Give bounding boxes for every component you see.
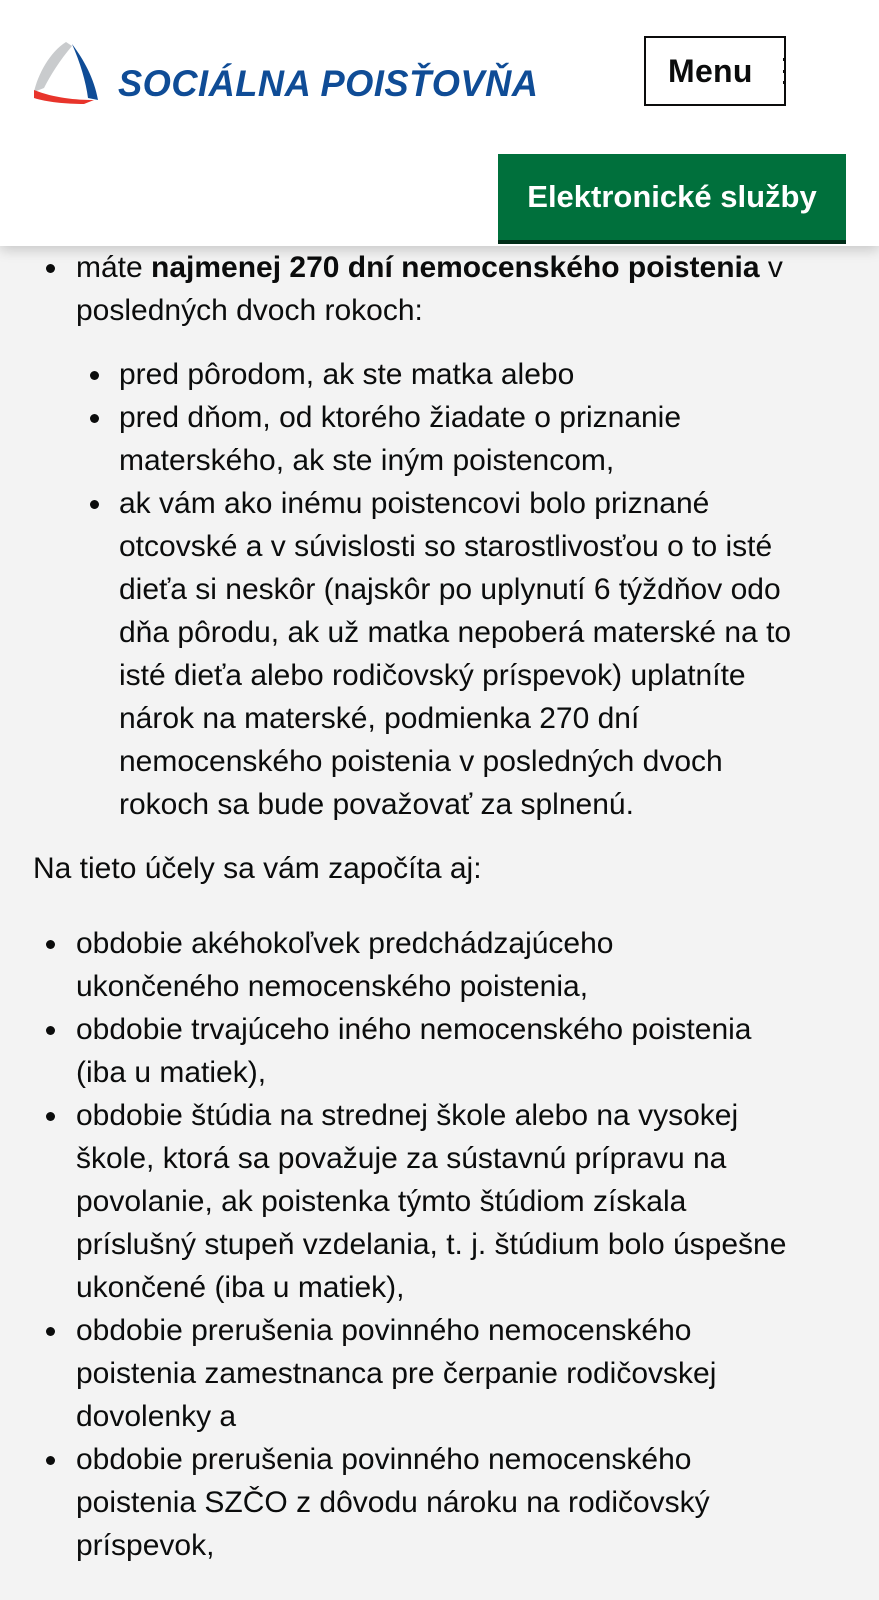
list-item-line: dieťa si neskôr (najskôr po uplynutí 6 týždňov odo xyxy=(119,573,781,606)
list-item-line: (iba u matiek), xyxy=(76,1056,267,1089)
list-item-line: obdobie štúdia na strednej škole alebo na vysokej xyxy=(76,1099,739,1132)
list-item xyxy=(0,1309,879,1438)
sub-list xyxy=(0,353,859,826)
menu-button[interactable] xyxy=(644,36,786,106)
site-header xyxy=(0,0,879,246)
list-item-line: škole, ktorá sa považuje za sústavnú prípravu na xyxy=(76,1142,727,1175)
list-item-line: poistenia zamestnanca pre čerpanie rodičovskej xyxy=(76,1357,717,1390)
list-item-line: pred dňom, od ktorého žiadate o priznanie xyxy=(119,401,682,434)
logo-triangle-icon xyxy=(32,38,102,104)
list-item-line: isté dieťa alebo rodičovský príspevok) uplatníte xyxy=(119,659,746,692)
list-item-line: ak vám ako inému poistencovi bolo priznané xyxy=(119,487,710,520)
logo-text: SOCIÁLNA POISŤOVŇA xyxy=(118,63,539,104)
counted-periods-list xyxy=(0,922,879,1567)
list-item xyxy=(0,922,879,1008)
list-item-line: obdobie trvajúceho iného nemocenského poistenia xyxy=(76,1013,752,1046)
text: posledných dvoch rokoch: xyxy=(76,294,423,327)
emphasis-text: najmenej 270 dní nemocenského poistenia xyxy=(151,251,760,284)
list-item xyxy=(0,353,859,396)
list-item xyxy=(0,1008,879,1094)
list-item-line: otcovské a v súvislosti so starostlivosťou o to isté xyxy=(119,530,773,563)
list-item-line: materského, ak ste iným poistencom, xyxy=(119,444,615,477)
list-item xyxy=(0,246,879,826)
main-content xyxy=(0,246,879,1567)
list-item-line: nárok na materské, podmienka 270 dní xyxy=(119,702,640,735)
list-item-line: ukončené (iba u matiek), xyxy=(76,1271,405,1304)
hamburger-icon xyxy=(783,58,784,84)
list-item xyxy=(0,482,859,826)
list-item-line: ukončeného nemocenského poistenia, xyxy=(76,970,589,1003)
list-item-line: poistenia SZČO z dôvodu nároku na rodičovský xyxy=(76,1486,710,1519)
list-item-line: pred pôrodom, ak ste matka alebo xyxy=(119,358,575,391)
list-item-line: príspevok, xyxy=(76,1529,215,1562)
list-item xyxy=(0,1438,879,1567)
list-item xyxy=(0,396,859,482)
list-item xyxy=(0,1094,879,1309)
list-item-line: obdobie akéhokoľvek predchádzajúceho xyxy=(76,927,614,960)
electronic-services-button[interactable]: Elektronické služby xyxy=(498,154,846,240)
menu-label: Menu xyxy=(668,52,753,89)
list-item-line: obdobie prerušenia povinného nemocenského xyxy=(76,1443,692,1476)
list-item-line: obdobie prerušenia povinného nemocenského xyxy=(76,1314,692,1347)
paragraph: Na tieto účely sa vám započíta aj: xyxy=(33,852,482,885)
list-item-line: nemocenského poistenia v posledných dvoch xyxy=(119,745,723,778)
list-item-line: rokoch sa bude považovať za splnenú. xyxy=(119,788,634,821)
list-item-line: dňa pôrodu, ak už matka nepoberá materské na to xyxy=(119,616,792,649)
text: máte xyxy=(76,251,152,284)
requirements-list xyxy=(0,246,879,826)
text: v xyxy=(759,251,783,284)
logo-link[interactable] xyxy=(32,38,547,104)
list-item-line: príslušný stupeň vzdelania, t. j. štúdium bolo úspešne xyxy=(76,1228,787,1261)
list-item-line: povolanie, ak poistenka týmto štúdiom získala xyxy=(76,1185,687,1218)
list-item-line: dovolenky a xyxy=(76,1400,237,1433)
